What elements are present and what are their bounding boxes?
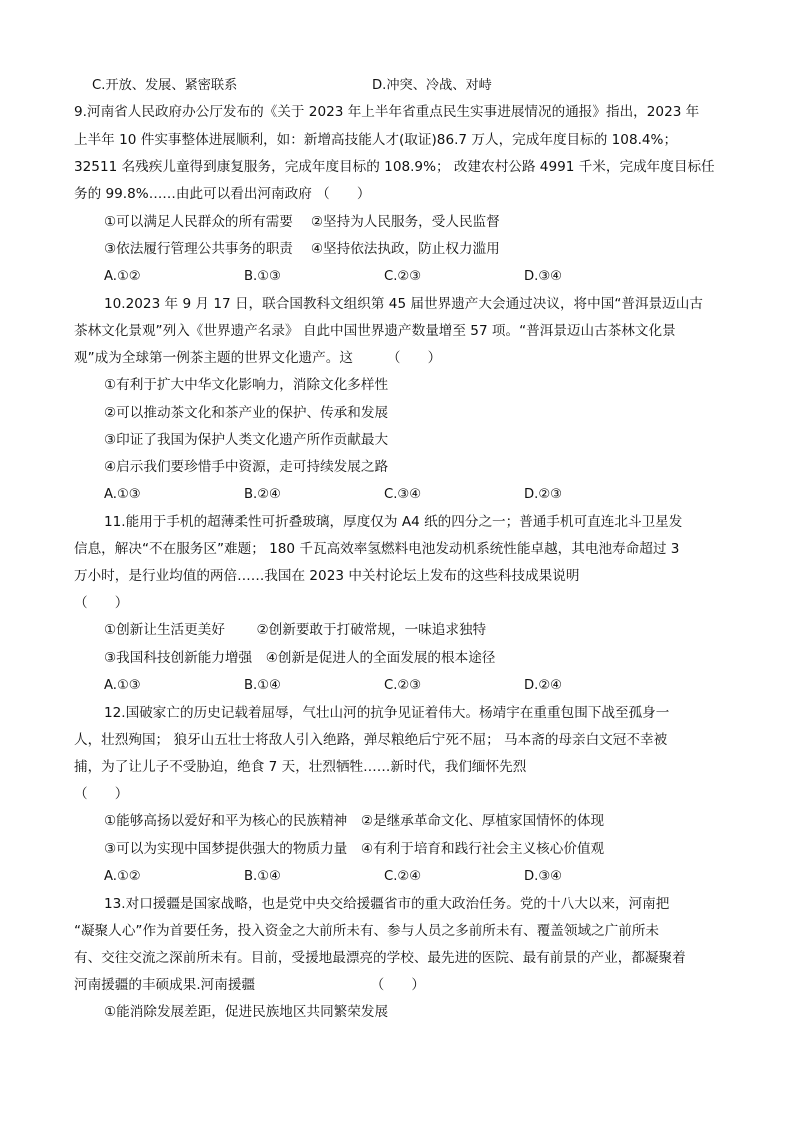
q13-choice-item: ①能消除发展差距，促进民族地区共同繁荣发展 — [104, 1004, 389, 1020]
q9-choice-item: ③依法履行管理公共事务的职责 ④坚持依法执政，防止权力滥用 — [104, 241, 500, 257]
q10-option-a[interactable]: A.①③ — [104, 487, 141, 502]
q10-choice-item: ②可以推动茶文化和茶产业的保护、传承和发展 — [104, 405, 389, 421]
q9-stem-line: 9.河南省人民政府办公厅发布的《关于 2023 年上半年省重点民生实事进展情况的通报》指出，2023 年 — [74, 104, 700, 120]
q8-option-c: C.开放、发展、紧密联系 — [92, 78, 238, 93]
q11-option-b[interactable]: B.①④ — [244, 678, 281, 693]
q12-option-a[interactable]: A.①② — [104, 869, 141, 884]
q11-choice-item: ③我国科技创新能力增强 ④创新是促进人的全面发展的根本途径 — [104, 650, 496, 666]
q12-stem-line: （ ） — [74, 786, 129, 802]
q10-option-b[interactable]: B.②④ — [244, 487, 281, 502]
q11-option-c[interactable]: C.②③ — [384, 678, 422, 693]
q10-option-c[interactable]: C.③④ — [384, 487, 422, 502]
q12-option-b[interactable]: B.①④ — [244, 869, 281, 884]
q9-option-a[interactable]: A.①② — [104, 269, 141, 284]
q11-option-a[interactable]: A.①③ — [104, 678, 141, 693]
q10-stem-line: 茶林文化景观”列入《世界遗产名录》 自此中国世界遗产数量增至 57 项。“普洱景迈山古茶林文化景 — [74, 323, 676, 339]
q10-stem-line: 观”成为全球第一例茶主题的世界文化遗产。这 （ ） — [74, 350, 442, 366]
q10-choice-item: ①有利于扩大中华文化影响力，消除文化多样性 — [104, 377, 389, 393]
q9-stem-line: 务的 99.8%……由此可以看出河南政府 （ ） — [74, 186, 371, 202]
q12-option-c[interactable]: C.②④ — [384, 869, 422, 884]
q9-option-d[interactable]: D.③④ — [524, 269, 562, 284]
q10-option-d[interactable]: D.②③ — [524, 487, 562, 502]
q13-stem-line: “凝聚人心”作为首要任务，投入资金之大前所未有、参与人员之多前所未有、覆盖领域之广前所未 — [74, 923, 660, 939]
q9-choice-item: ①可以满足人民群众的所有需要 ②坚持为人民服务，受人民监督 — [104, 214, 500, 230]
q12-choice-item: ①能够高扬以爱好和平为核心的民族精神 ②是继承革命文化、厚植家国情怀的体现 — [104, 813, 605, 829]
q9-option-b[interactable]: B.①③ — [244, 269, 281, 284]
q12-option-d[interactable]: D.③④ — [524, 869, 562, 884]
q10-choice-item: ③印证了我国为保护人类文化遗产所作贡献最大 — [104, 432, 389, 448]
q9-stem-line: 32511 名残疾儿童得到康复服务，完成年度目标的 108.9%； 改建农村公路 4991 千米，完成年度目标任 — [74, 159, 715, 175]
q8-option-d: D.冲突、冷战、对峙 — [372, 78, 492, 93]
q10-stem-line: 10.2023 年 9 月 17 日，联合国教科文组织第 45 届世界遗产大会通过决议，将中国“普洱景迈山古 — [104, 296, 703, 312]
q11-stem-line: 万小时，是行业均值的两倍……我国在 2023 中关村论坛上发布的这些科技成果说明 — [74, 568, 580, 584]
q12-choice-item: ③可以为实现中国梦提供强大的物质力量 ④有利于培育和践行社会主义核心价值观 — [104, 841, 605, 857]
q11-choice-item: ①创新让生活更美好 ②创新要敢于打破常规，一味追求独特 — [104, 622, 487, 638]
q11-option-d[interactable]: D.②④ — [524, 678, 562, 693]
q11-stem-line: 信息，解决“不在服务区”难题； 180 千瓦高效率氢燃料电池发动机系统性能卓越，其电池寿命超过 3 — [74, 541, 680, 557]
q13-stem-line: 有、交往交流之深前所未有。目前，受援地最漂亮的学校、最先进的医院、最有前景的产业，都凝聚着 — [74, 950, 686, 966]
q13-stem-line: 河南援疆的丰硕成果.河南援疆 （ ） — [74, 977, 425, 993]
q13-stem-line: 13.对口援疆是国家战略，也是党中央交给援疆省市的重大政治任务。党的十八大以来，河南把 — [104, 896, 670, 912]
q9-stem-line: 上半年 10 件实事整体进展顺利，如：新增高技能人才(取证)86.7 万人，完成年度目标的 108.4%； — [74, 132, 678, 148]
q12-stem-line: 12.国破家亡的历史记载着屈辱，气壮山河的抗争见证着伟大。杨靖宇在重重包围下战至孤身一 — [104, 705, 670, 721]
q11-stem-line: 11.能用于手机的超薄柔性可折叠玻璃，厚度仅为 A4 纸的四分之一；普通手机可直连北斗卫星发 — [104, 514, 683, 530]
q10-choice-item: ④启示我们要珍惜手中资源，走可持续发展之路 — [104, 459, 389, 475]
q11-stem-line: （ ） — [74, 595, 129, 611]
q12-stem-line: 捕，为了让儿子不受胁迫，绝食 7 天，壮烈牺牲……新时代，我们缅怀先烈 — [74, 759, 527, 775]
q9-option-c[interactable]: C.②③ — [384, 269, 422, 284]
q12-stem-line: 人，壮烈殉国； 狼牙山五壮士将敌人引入绝路，弹尽粮绝后宁死不屈； 马本斋的母亲白文冠不幸被 — [74, 732, 668, 748]
